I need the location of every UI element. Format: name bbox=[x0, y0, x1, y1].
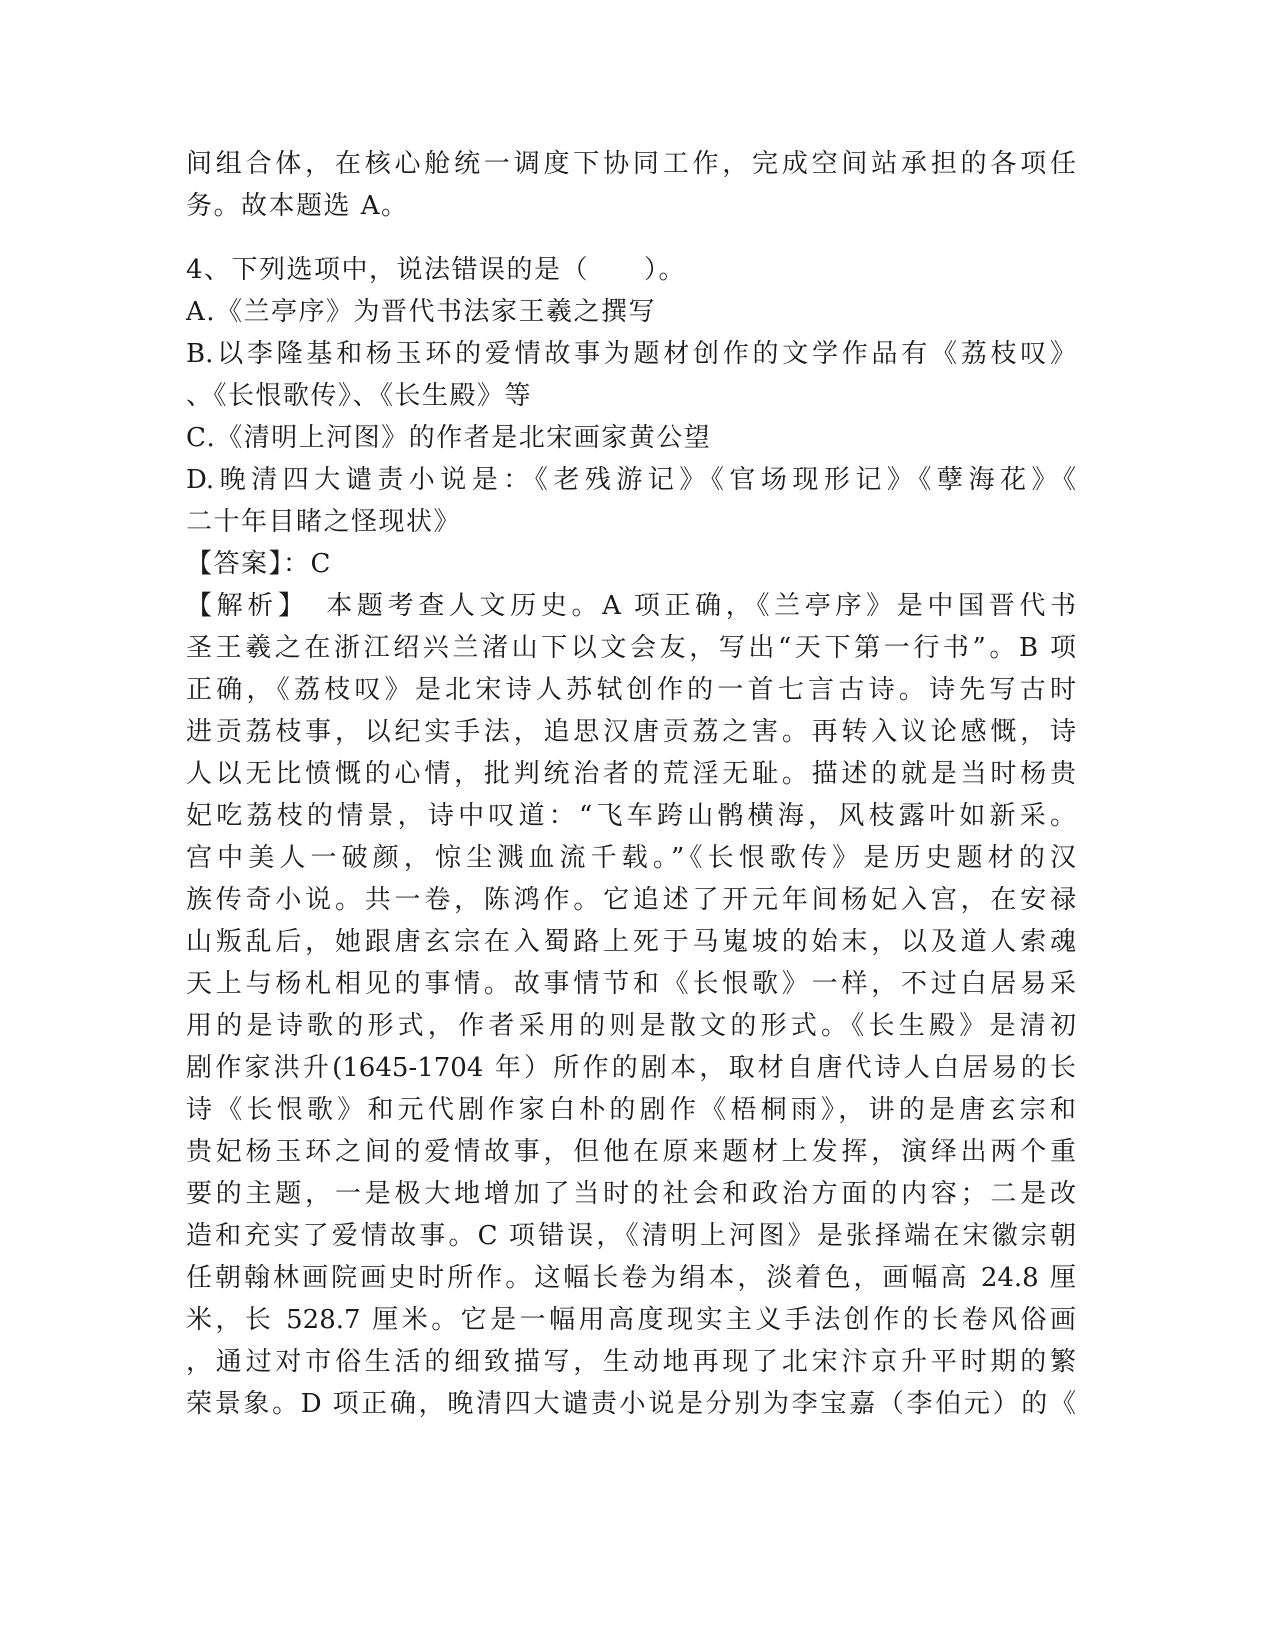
analysis-line-14: 贵妃杨玉环之间的爱情故事，但他在原来题材上发挥，演绎出两个重 bbox=[186, 1137, 1076, 1167]
analysis-line-15: 要的主题，一是极大地增加了当时的社会和政治方面的内容；二是改 bbox=[186, 1179, 1076, 1209]
prev-explanation-line-1: 间组合体，在核心舱统一调度下协同工作，完成空间站承担的各项任 bbox=[186, 149, 1076, 179]
analysis-line-9: 山叛乱后，她跟唐玄宗在入蜀路上死于马嵬坡的始末，以及道人索魂 bbox=[186, 927, 1076, 957]
analysis-line-4: 进贡荔枝事，以纪实手法，追思汉唐贡荔之害。再转入议论感慨，诗 bbox=[186, 717, 1076, 747]
analysis-line-19: ，通过对市俗生活的细致描写，生动地再现了北宋汴京升平时期的繁 bbox=[186, 1347, 1076, 1377]
analysis-line-8: 族传奇小说。共一卷，陈鸿作。它追述了开元年间杨妃入宫，在安禄 bbox=[186, 885, 1076, 915]
answer-line: 【答案】：C bbox=[186, 549, 332, 579]
prev-explanation-line-2: 务。故本题选 A。 bbox=[186, 191, 409, 221]
analysis-line-1: 【解析】 本题考查人文历史。A 项正确，《兰亭序》是中国晋代书 bbox=[186, 591, 1076, 621]
option-d-line-1: D.晚清四大谴责小说是：《老残游记》《官场现形记》《孽海花》《 bbox=[186, 465, 1076, 495]
option-c: C.《清明上河图》的作者是北宋画家黄公望 bbox=[186, 423, 712, 453]
analysis-line-12: 剧作家洪升(1645-1704 年）所作的剧本，取材自唐代诗人白居易的长 bbox=[186, 1053, 1076, 1083]
analysis-line-7: 宫中美人一破颜，惊尘溅血流千载。”《长恨歌传》是历史题材的汉 bbox=[186, 843, 1076, 873]
option-b-line-1: B.以李隆基和杨玉环的爱情故事为题材创作的文学作品有《荔枝叹》 bbox=[186, 339, 1076, 369]
analysis-line-20: 荣景象。D 项正确，晚清四大谴责小说是分别为李宝嘉（李伯元）的《 bbox=[186, 1389, 1076, 1419]
option-d-line-2: 二十年目睹之怪现状》 bbox=[186, 507, 462, 537]
analysis-line-10: 天上与杨札相见的事情。故事情节和《长恨歌》一样，不过白居易采 bbox=[186, 969, 1076, 999]
analysis-line-6: 妃吃荔枝的情景，诗中叹道：“飞车跨山鹘横海，风枝露叶如新采。 bbox=[186, 801, 1076, 831]
analysis-line-17: 任朝翰林画院画史时所作。这幅长卷为绢本，淡着色，画幅高 24.8 厘 bbox=[186, 1263, 1076, 1293]
analysis-line-3: 正确，《荔枝叹》是北宋诗人苏轼创作的一首七言古诗。诗先写古时 bbox=[186, 675, 1076, 705]
option-b-line-2: 、《长恨歌传》、《长生殿》等 bbox=[186, 381, 533, 411]
analysis-line-5: 人以无比愤慨的心情，批判统治者的荒淫无耻。描述的就是当时杨贵 bbox=[186, 759, 1076, 789]
question-4-stem: 4、下列选项中，说法错误的是（ ）。 bbox=[186, 255, 687, 285]
analysis-line-11: 用的是诗歌的形式，作者采用的则是散文的形式。《长生殿》是清初 bbox=[186, 1011, 1076, 1041]
option-a: A.《兰亭序》为晋代书法家王羲之撰写 bbox=[186, 297, 657, 327]
analysis-line-13: 诗《长恨歌》和元代剧作家白朴的剧作《梧桐雨》，讲的是唐玄宗和 bbox=[186, 1095, 1076, 1125]
analysis-line-16: 造和充实了爱情故事。C 项错误，《清明上河图》是张择端在宋徽宗朝 bbox=[186, 1221, 1076, 1251]
analysis-line-18: 米，长 528.7 厘米。它是一幅用高度现实主义手法创作的长卷风俗画 bbox=[186, 1305, 1076, 1335]
analysis-line-2: 圣王羲之在浙江绍兴兰渚山下以文会友，写出“天下第一行书”。B 项 bbox=[186, 633, 1076, 663]
